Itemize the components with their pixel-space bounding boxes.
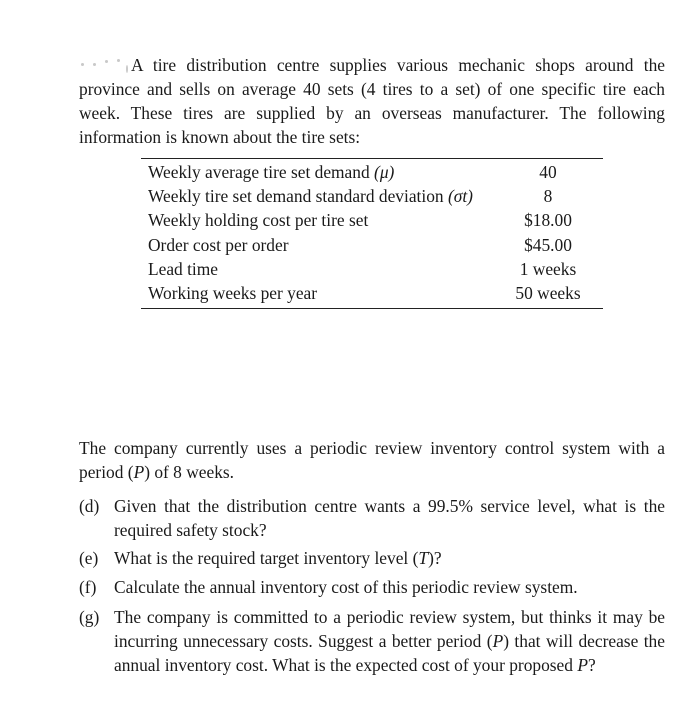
table-row [141,184,603,208]
intro-text: A tire distribution centre supplies various mechanic shops around the province and sells on average 40 sets (4 tires to a set) of one specific tire each week. These tires are supplied by an overseas manufacturer. The following information is known about the tire sets: [79,55,665,147]
question-text: The company is committed to a periodic review system, but thinks it may be incurring unnecessary costs. Suggest a better period (P) that will decrease the annual inventory cost. What is the expected cost of your proposed P? [114,607,665,675]
question-label: (g) [79,607,100,627]
question-label: (f) [79,577,97,597]
question-label: (d) [79,496,100,516]
row-label: Working weeks per year [148,282,318,303]
table-row [141,160,603,184]
table-row [141,208,603,232]
question-text: Given that the distribution centre wants a 99.5% service level, what is the required safety stock? [114,496,665,540]
row-label: Weekly holding cost per tire set [148,210,369,231]
row-value: 50 weeks [515,282,581,303]
scan-artifact [79,59,131,71]
question-d [79,494,665,542]
intro-paragraph [79,53,665,149]
table-top-rule [141,158,603,159]
table-bottom-rule [141,308,603,309]
row-value: $45.00 [524,234,572,255]
row-value: 1 weeks [519,258,577,279]
company-paragraph: The company currently uses a periodic review inventory control system with a period (P) of 8 weeks. [79,438,665,482]
table-row [141,233,603,257]
table-row [141,257,603,281]
row-label: Order cost per order [148,234,289,255]
question-text: What is the required target inventory level (T)? [114,548,442,568]
tire-set-info-table [141,158,603,309]
mu-symbol: (μ) [374,162,395,182]
question-g [79,605,665,677]
row-label: Weekly average tire set demand (μ) [148,162,395,182]
question-e [79,546,665,570]
row-value: $18.00 [524,210,572,231]
row-value: 40 [539,162,557,182]
table-row [141,281,603,305]
question-label: (e) [79,548,99,568]
question-f [79,575,665,599]
row-label: Weekly tire set demand standard deviation (σt) [148,186,473,207]
question-text: Calculate the annual inventory cost of this periodic review system. [114,577,578,597]
row-value: 8 [543,186,553,207]
sigma-symbol: (σt) [447,186,473,207]
row-label: Lead time [148,258,219,279]
